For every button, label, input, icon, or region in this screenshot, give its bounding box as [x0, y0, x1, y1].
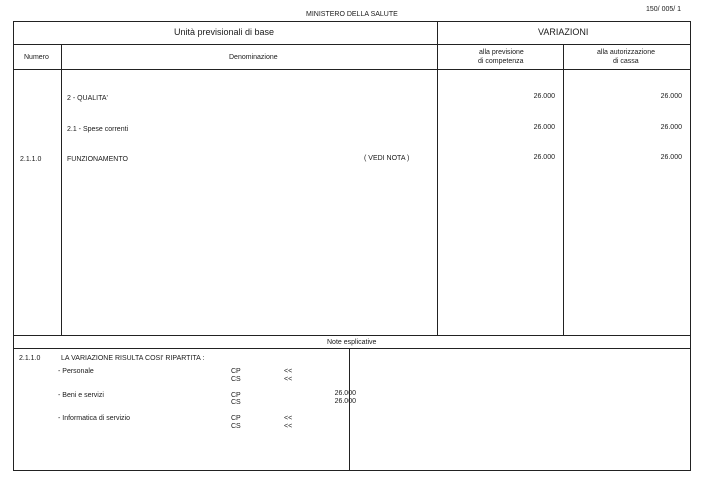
frame-bottom-line — [13, 470, 691, 471]
variazioni-header: VARIAZIONI — [538, 27, 589, 37]
note-item-informatica-cp-code: CP — [231, 415, 241, 422]
denominazione-column-header: Denominazione — [229, 54, 278, 61]
cassa-divider-line — [563, 44, 564, 335]
frame-right-line — [690, 21, 691, 470]
notes-intro: LA VARIAZIONE RISULTA COSI' RIPARTITA : — [61, 355, 205, 362]
competenza-header-line2: di competenza — [478, 58, 524, 65]
note-item-beni-cp-value: 26.000 — [334, 390, 356, 397]
note-item-beni-label: - Beni e servizi — [58, 392, 104, 399]
frame-left-line — [13, 21, 14, 470]
row-3-competenza: 26.000 — [533, 154, 555, 161]
note-item-personale-cs-code: CS — [231, 376, 241, 383]
row-1-competenza: 26.000 — [533, 93, 555, 100]
column-header-line — [13, 69, 691, 70]
note-item-personale-cp-value: << — [284, 368, 293, 375]
cassa-header-line2: di cassa — [613, 58, 639, 65]
row-3-cassa: 26.000 — [660, 154, 682, 161]
note-item-informatica-cp-value: << — [284, 415, 293, 422]
note-item-beni-cs-code: CS — [231, 399, 241, 406]
group-header-line — [13, 44, 691, 45]
row-2-cassa: 26.000 — [660, 124, 682, 131]
row-2-denominazione: 2.1 - Spese correnti — [67, 126, 129, 133]
row-1-denominazione: 2 - QUALITA' — [67, 95, 108, 102]
cassa-header-line1: alla autorizzazione — [597, 49, 655, 56]
numero-divider-line — [61, 44, 62, 335]
row-1-cassa: 26.000 — [660, 93, 682, 100]
note-item-beni-cp-code: CP — [231, 392, 241, 399]
note-item-personale-label: - Personale — [58, 368, 94, 375]
notes-ref: 2.1.1.0 — [19, 355, 41, 362]
competenza-header-line1: alla previsione — [479, 49, 524, 56]
note-item-informatica-cs-value: << — [284, 423, 293, 430]
note-item-informatica-label: - Informatica di servizio — [58, 415, 130, 422]
row-3-denominazione: FUNZIONAMENTO — [67, 156, 128, 163]
table-bottom-line — [13, 335, 691, 336]
notes-header-line — [13, 348, 691, 349]
note-item-personale-cs-value: << — [284, 376, 293, 383]
row-2-competenza: 26.000 — [533, 124, 555, 131]
note-item-informatica-cs-code: CS — [231, 423, 241, 430]
ministry-title: MINISTERO DELLA SALUTE — [306, 11, 398, 18]
unita-previsionali-header: Unità previsionali di base — [174, 27, 275, 37]
note-item-personale-cp-code: CP — [231, 368, 241, 375]
page-code: 150/ 005/ 1 — [646, 6, 682, 13]
numero-column-header: Numero — [24, 54, 49, 61]
row-3-numero: 2.1.1.0 — [20, 156, 42, 163]
notes-title: Note esplicative — [327, 339, 377, 346]
note-item-beni-cs-value: 26.000 — [334, 398, 356, 405]
variazioni-divider-line — [437, 21, 438, 335]
notes-divider-line — [349, 348, 350, 470]
frame-top-line — [13, 21, 691, 22]
row-3-nota: ( VEDI NOTA ) — [364, 155, 410, 162]
